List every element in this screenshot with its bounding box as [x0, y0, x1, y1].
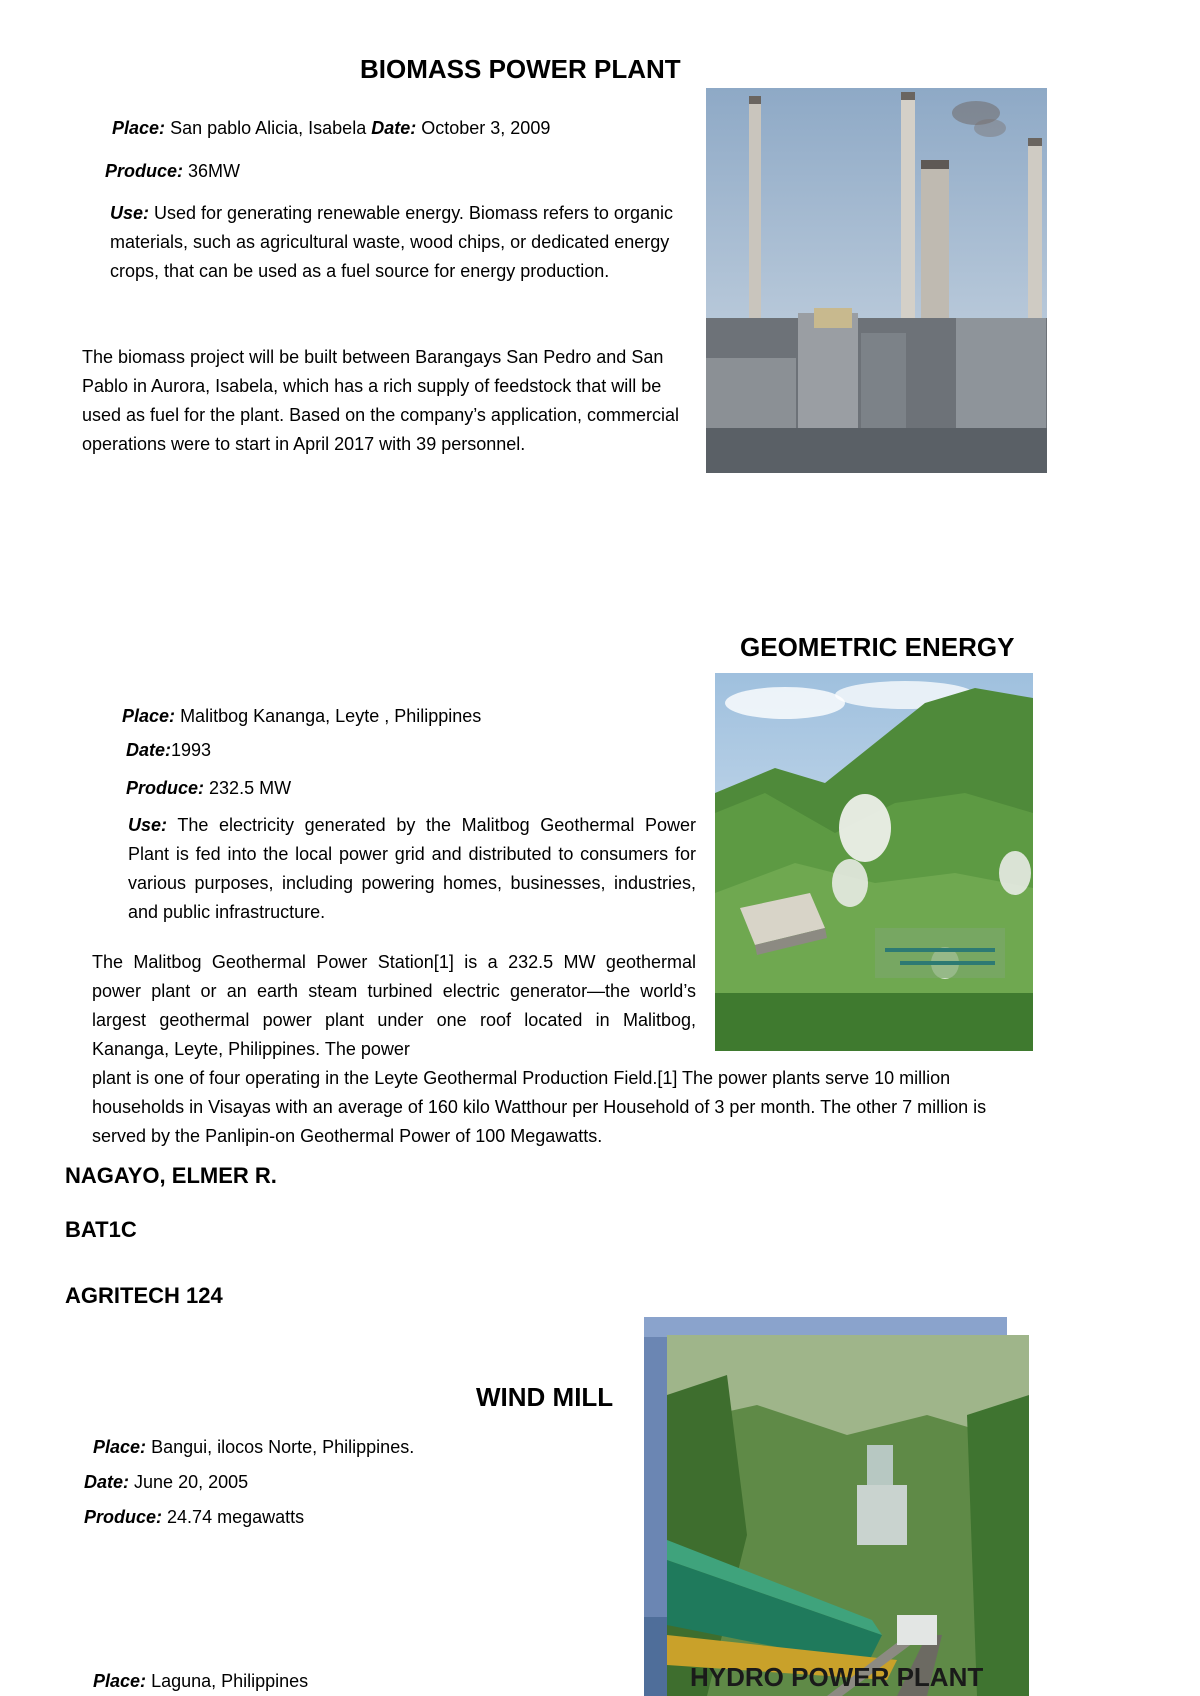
- biomass-plant-photo: [706, 88, 1047, 473]
- geothermal-plant-photo: [715, 673, 1033, 1051]
- hydro-place-line: [93, 1670, 308, 1692]
- student-section: BAT1C: [65, 1217, 137, 1242]
- geothermal-place: Malitbog Kananga, Leyte , Philippines: [180, 706, 482, 726]
- biomass-produce: 36MW: [188, 161, 241, 181]
- place-label: Place:: [93, 1437, 147, 1457]
- geothermal-title: GEOMETRIC ENERGY: [740, 632, 1015, 662]
- date-label: Date:: [371, 118, 417, 138]
- biomass-place-date-line: [112, 117, 550, 139]
- produce-label: Produce:: [126, 778, 205, 798]
- windmill-produce-line: [84, 1506, 304, 1528]
- windmill-place: Bangui, ilocos Norte, Philippines.: [151, 1437, 415, 1457]
- geothermal-produce-line: [126, 777, 291, 799]
- geothermal-description-2: plant is one of four operating in the Leyte Geothermal Production Field.[1] The power plants serve 10 million households in Visayas with an average of 160 kilo Watthour per Household of 3 per month. The other 7 million is served by the Panlipin-on Geothermal Power of 100 Megawatts.: [92, 1068, 987, 1146]
- date-label: Date:: [126, 740, 172, 760]
- geothermal-date-line: [126, 739, 211, 761]
- place-label: Place:: [122, 706, 176, 726]
- biomass-date: October 3, 2009: [421, 118, 551, 138]
- place-label: Place:: [93, 1671, 147, 1691]
- biomass-use: [110, 199, 680, 286]
- produce-label: Produce:: [84, 1507, 163, 1527]
- biomass-title: BIOMASS POWER PLANT: [360, 54, 681, 84]
- geothermal-use: [128, 811, 696, 927]
- date-label: Date:: [84, 1472, 130, 1492]
- windmill-date: June 20, 2005: [134, 1472, 249, 1492]
- produce-label: Produce:: [105, 161, 184, 181]
- geothermal-use-text: The electricity generated by the Malitbog Geothermal Power Plant is fed into the local power grid and distributed to consumers for various purposes, including powering homes, businesses, industries, and public infrastructure.: [128, 815, 696, 922]
- hydro-plant-photo: [667, 1335, 1029, 1696]
- hydro-title: HYDRO POWER PLANT: [690, 1662, 984, 1692]
- course-code: AGRITECH 124: [65, 1283, 223, 1308]
- windmill-place-line: [93, 1436, 414, 1458]
- place-label: Place:: [112, 118, 166, 138]
- student-name: NAGAYO, ELMER R.: [65, 1163, 277, 1188]
- geothermal-date: 1993: [171, 740, 212, 760]
- geothermal-description-1: The Malitbog Geothermal Power Station[1] is a 232.5 MW geothermal power plant or an earth steam turbined electric generator—the world’s largest geothermal power plant under one roof located in Malitbog, Kananga, Leyte, Philippines. The power: [92, 952, 696, 1059]
- biomass-place: San pablo Alicia, Isabela: [170, 118, 367, 138]
- geothermal-place-line: [122, 705, 481, 727]
- hydro-place: Laguna, Philippines: [151, 1671, 309, 1691]
- windmill-title: WIND MILL: [476, 1382, 614, 1412]
- biomass-use-text: Used for generating renewable energy. Biomass refers to organic materials, such as agricultural waste, wood chips, or dedicated energy crops, that can be used as a fuel source for energy production.: [110, 203, 673, 281]
- biomass-description: The biomass project will be built between Barangays San Pedro and San Pablo in Aurora, Isabela, which has a rich supply of feedstock that will be used as fuel for the plant. Based on the company’s application, commercial operations were to start in April 2017 with 39 personnel.: [82, 347, 680, 454]
- windmill-date-line: [84, 1471, 248, 1493]
- use-label: Use:: [110, 203, 150, 223]
- use-label: Use:: [128, 815, 168, 835]
- biomass-produce-line: [105, 160, 240, 182]
- geothermal-produce: 232.5 MW: [209, 778, 292, 798]
- windmill-produce: 24.74 megawatts: [167, 1507, 305, 1527]
